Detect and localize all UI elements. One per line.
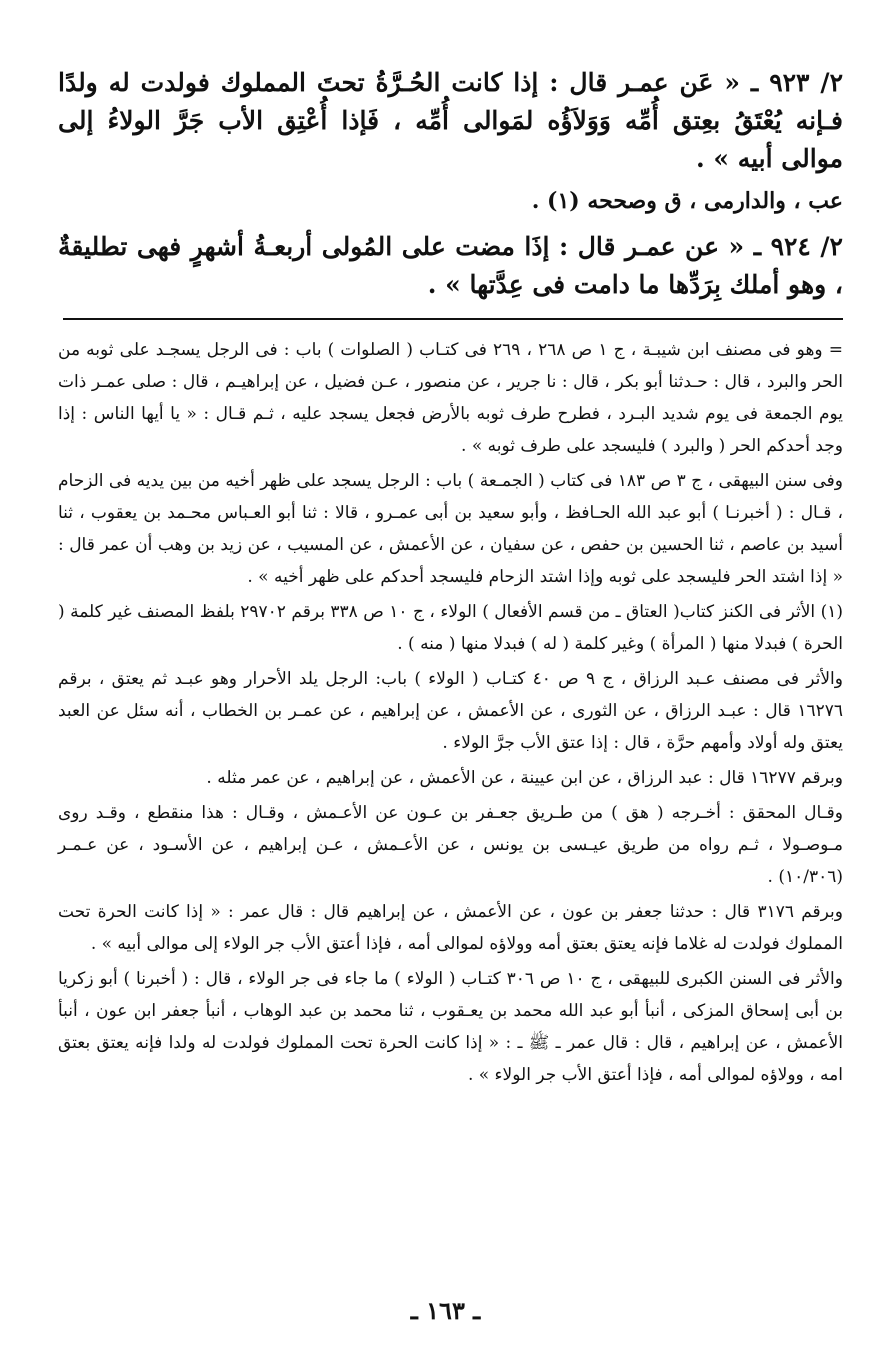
footnote-paragraph: والأثر فى السنن الكبرى للبيهقى ، ج ١٠ ص ٣٠٦ كتـاب ( الولاء ) ما جاء فى جر الولاء ، قال : ( أخبرنا ) أبو زكريا بن أبى إسحاق المزكى ، أنبأ أبو عبد الله محمد بن يعـقوب ، ثنا محمد بن عبد الوهاب ، أنبأ جعفر ابن عون ، أنبأ الأعمش ، عن إبراهيم ، قال : قال عمر ـ ﷺ ـ : « إذا كانت الحرة تحت المملوك فولدت له ولدا فإنه يعتق بعتق امه ، وولاؤه لموالى أمه ، فإذا أعتق الأب جر الولاء » . (58, 969, 843, 1085)
footnote-paragraph: = وهو فى مصنف ابن شيبـة ، ج ١ ص ٢٦٨ ، ٢٦٩ فى كتـاب ( الصلوات ) باب : فى الرجل يسجـد على ثوبه من الحر والبرد ، قال : حـدثنا أبو بكر ، قال : نا جرير ، عن منصور ، عـن فضيل ، عن إبراهيـم ، قال : صلى عمـر ذات يوم الجمعة فى يوم شديد البـرد ، فطرح طرف ثوبه بالأرض فجعل يسجد عليه ، ثـم قـال : « يا أيها الناس : إذا وجد أحدكم الحر ( والبرد ) فليسجد على طرف ثوبه » . (58, 340, 843, 456)
hadith-924: ٢/ ٩٢٤ ـ « عن عمـر قال : إذَا مضت على المُولى أربعـةُ أشهرٍ فهى تطليقةٌ ، وهو أملك بِرَدِّها ما دامت فى عِدَّتها » . (58, 232, 843, 299)
footnote-paragraph: وبرقم ٣١٧٦ قال : حدثنا جعفر بن عون ، عن الأعمش ، عن إبراهيم قال : قال عمر : « إذا كانت الحرة تحت المملوك فولدت له غلاما فإنه يعتق بعتق أمه وولاؤه لموالى أمه ، فإذا أعتق الأب جر الولاء إلى موالى أبيه » . (58, 902, 843, 954)
page-number: ـ ١٦٣ ـ (410, 1296, 481, 1325)
footnote-paragraph: والأثر فى مصنف عـبد الرزاق ، ج ٩ ص ٤٠ كتـاب ( الولاء ) باب: الرجل يلد الأحرار وهو عبـد ثم يعتق ، برقم ١٦٢٧٦ قال : عبـد الرزاق ، عن الثورى ، عن الأعمش ، عن إبراهيم ، عن عمـر بن الخطاب ، أنه سئل عن العبد يعتق وله أولاد وأمهم حرَّة ، قال : إذا عتق الأب جرَّ الولاء . (58, 669, 843, 753)
footnotes (58, 334, 843, 1091)
hadith-923: ٢/ ٩٢٣ ـ « عَن عمـر قال : إذا كانت الحُـرَّةُ تحتَ المملوك فولدت له ولدًا فـإنه يُعْتَقُ بعِتق أُمِّه وَوَلاَؤُه لمَوالى أُمِّه ، فَإذا أُعْتِق الأب جَرَّ الولاءُ إلى موالى أبيه » . (58, 68, 843, 173)
footnote-separator (63, 318, 843, 320)
footnote-paragraph: وفى سنن البيهقى ، ج ٣ ص ١٨٣ فى كتاب ( الجمـعة ) باب : الرجل يسجد على ظهر أخيه من بين يديه فى الزحام ، قـال : ( أخبرنـا ) أبو عبد الله الحـافظ ، وأبو سعيد بن أبى عمـرو ، قالا : ثنا أبو العـباس محـمد بن يعقوب ، ثنا أسيد بن عاصم ، ثنا الحسين بن حفص ، عن سفيان ، عن الأعمش ، عن المسيب ، عن زيد بن وهب أن عمر قال : « إذا اشتد الحر فليسجد على ثوبه وإذا اشتد الزحام فليسجد أحدكم على ظهر أخيه » . (58, 471, 843, 587)
footnote-paragraph: (١) الأثر فى الكنز كتاب( العتاق ـ من قسم الأفعال ) الولاء ، ج ١٠ ص ٣٣٨ برقم ٢٩٧٠٢ بلفظ المصنف غير كلمة ( الحرة ) فبدلا منها ( المرأة ) وغير كلمة ( له ) فبدلا منها ( منه ) . (58, 602, 843, 654)
hadith-923-sources: عب ، والدارمى ، ق وصححه (١) . (531, 188, 843, 214)
footnote-paragraph: وقـال المحقق : أخـرجه ( هق ) من طـريق جعـفر بن عـون عن الأعـمش ، وقـال : هذا منقطع ، وقـد روى مـوصـولا ، ثـم رواه من طريق عيـسى بن يونس ، عن الأعـمش ، عـن إبراهيم ، عن الأسـود ، عن عـمـر (١٠/٣٠٦) . (58, 803, 843, 887)
footnote-paragraph: وبرقم ١٦٢٧٧ قال : عبد الرزاق ، عن ابن عيينة ، عن الأعمش ، عن إبراهيم ، عن عمر مثله . (206, 768, 843, 788)
main-text (58, 64, 843, 304)
